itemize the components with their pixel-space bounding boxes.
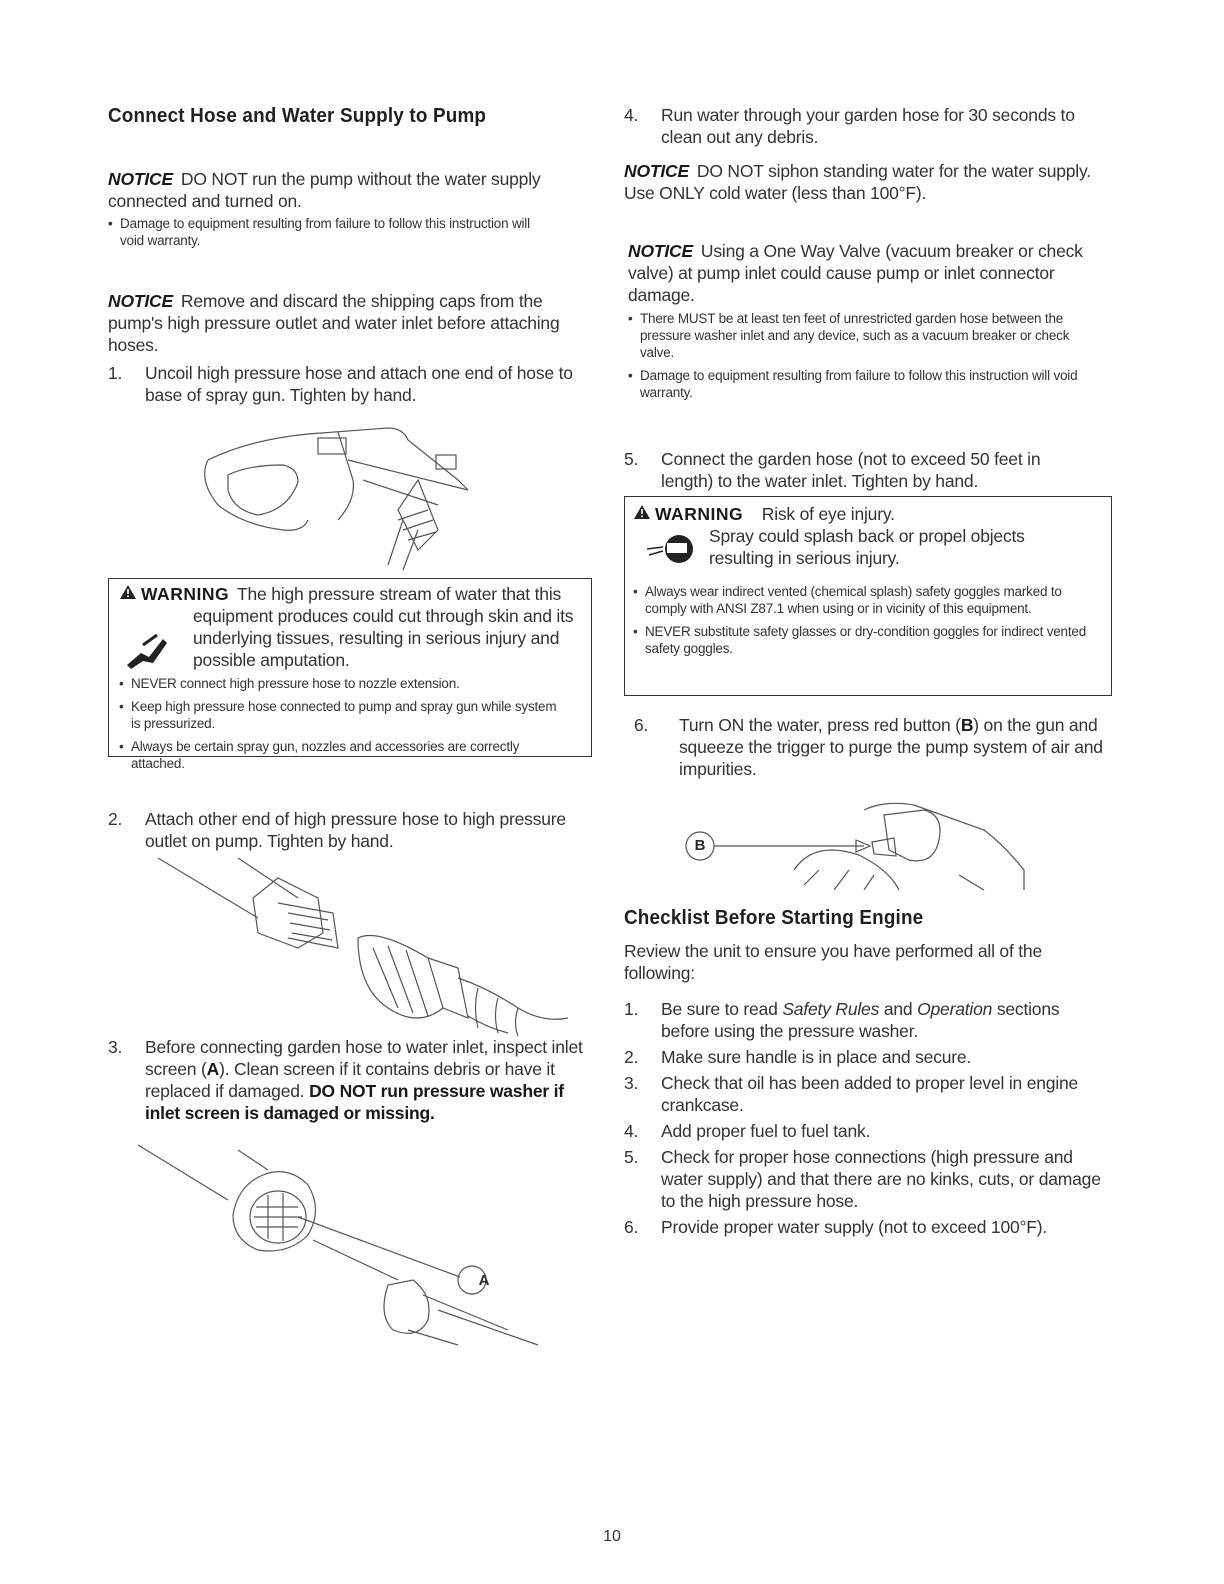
list-item — [624, 1146, 1112, 1212]
notice-text: DO NOT siphon standing water for the water supply. Use ONLY cold water (less than 100°F). — [624, 161, 1091, 203]
callout-a: A — [478, 1272, 490, 1289]
step-number: 2. — [108, 809, 123, 829]
cut-hazard-icon — [123, 631, 169, 671]
step-number: 3. — [624, 1073, 639, 1093]
list-item — [624, 448, 1074, 492]
warning-bullets — [633, 583, 1093, 657]
list-item — [624, 1216, 1112, 1238]
warning-bullets — [119, 675, 559, 772]
list-item: • Always wear indirect vented (chemical splash) safety goggles marked to comply with ANSI Z87.1 when using or in vicinity of this equipment. — [633, 583, 1093, 617]
warning-triangle-icon — [119, 583, 137, 605]
red-button-illustration — [684, 790, 1064, 900]
item-text: Make sure handle is in place and secure. — [661, 1047, 972, 1067]
step-number: 5. — [624, 449, 639, 469]
notice-tag: NOTICE — [624, 161, 689, 181]
list-item: • Damage to equipment resulting from failure to follow this instruction will void warranty. — [108, 215, 548, 249]
list-item — [108, 362, 592, 406]
step-number: 1. — [108, 363, 123, 383]
step-number: 3. — [108, 1037, 123, 1057]
list-item — [634, 714, 1112, 780]
notice-bullets — [108, 215, 548, 249]
notice-tag: NOTICE — [108, 169, 173, 189]
step-text: Run water through your garden hose for 30 seconds to clean out any debris. — [661, 105, 1075, 147]
item-text: Check for proper hose connections (high pressure and water supply) and that there are no kinks, cuts, or damage to the high pressure hose. — [661, 1147, 1101, 1211]
step-number: 4. — [624, 105, 639, 125]
list-item — [624, 1120, 1112, 1142]
warning-box-eye-injury — [624, 496, 1112, 696]
notice-siphon — [624, 160, 1094, 204]
warning-triangle-icon — [633, 503, 651, 525]
item-text: Add proper fuel to fuel tank. — [661, 1121, 871, 1141]
step-number: 4. — [624, 1121, 639, 1141]
list-item — [624, 1072, 1112, 1116]
list-item: • NEVER connect high pressure hose to nozzle extension. — [119, 675, 559, 692]
list-item — [624, 1046, 1112, 1068]
list-item — [108, 808, 592, 852]
warning-label: WARNING — [655, 504, 744, 524]
item-text-a: Be sure to read — [661, 999, 783, 1019]
notice-text: DO NOT run the pump without the water supply connected and turned on. — [108, 169, 541, 211]
list-item: • There MUST be at least ten feet of unrestricted garden hose between the pressure washer inlet and any device, such as a vacuum breaker or check valve. — [628, 310, 1078, 361]
checklist-title: Checklist Before Starting Engine — [624, 906, 924, 929]
item-text-b: and — [879, 999, 918, 1019]
label-b: B — [960, 715, 974, 735]
warning-text: The high pressure stream of water that this equipment produces could cut through skin and its underlying tissues, resulting in serious injury and possible amputation. — [193, 584, 574, 670]
step-number: 6. — [634, 715, 649, 735]
list-item — [624, 104, 1112, 148]
step-list-1 — [108, 362, 592, 406]
warning-headline: Risk of eye injury. — [761, 504, 895, 524]
step-bold-text: DO NOT run pressure washer if inlet screen is damaged or missing. — [145, 1081, 564, 1123]
item-italic-operation: Operation — [917, 999, 993, 1019]
step-text: Attach other end of high pressure hose to high pressure outlet on pump. Tighten by hand. — [145, 809, 566, 851]
page-number: 10 — [603, 1528, 621, 1545]
step-list-5 — [624, 448, 1074, 492]
warning-text: Spray could splash back or propel objects resulting in serious injury. — [709, 526, 1025, 568]
step-number: 6. — [624, 1217, 639, 1237]
notice-text: Remove and discard the shipping caps from the pump's high pressure outlet and water inlet before attaching hoses. — [108, 291, 560, 355]
step-list-3 — [108, 1036, 592, 1124]
step-list-4 — [624, 104, 1112, 148]
hose-connection-illustration — [158, 858, 578, 1038]
step-text-a: Before connecting garden hose to water inlet, inspect inlet screen ( — [145, 1037, 583, 1079]
step-list-2 — [108, 808, 592, 852]
step-text: Connect the garden hose (not to exceed 50 feet in length) to the water inlet. Tighten by hand. — [661, 449, 1041, 491]
step-number: 2. — [624, 1047, 639, 1067]
item-text-c: sections before using the pressure washer. — [661, 999, 1060, 1041]
warning-label: WARNING — [141, 584, 230, 604]
list-item — [624, 998, 1112, 1042]
label-a: A — [206, 1059, 220, 1079]
callout-b: B — [694, 837, 706, 854]
section-title: Connect Hose and Water Supply to Pump — [108, 104, 487, 127]
list-item: • Damage to equipment resulting from failure to follow this instruction will void warranty. — [628, 367, 1078, 401]
step-text-b: ). Clean screen if it contains debris or have it replaced if damaged. — [145, 1059, 555, 1101]
list-item: • NEVER substitute safety glasses or dry-condition goggles for indirect vented safety goggles. — [633, 623, 1093, 657]
notice-tag: NOTICE — [108, 291, 173, 311]
item-italic-safety-rules: Safety Rules — [782, 999, 880, 1019]
warning-box-high-pressure — [108, 578, 592, 771]
step-list-6 — [634, 714, 1112, 780]
notice-run-pump — [108, 168, 578, 212]
list-item — [108, 1036, 592, 1124]
item-text: Provide proper water supply (not to exceed 100°F). — [661, 1217, 1048, 1237]
inlet-screen-illustration — [138, 1145, 558, 1345]
notice-one-way-valve — [628, 240, 1108, 306]
checklist-intro: Review the unit to ensure you have performed all of the following: — [624, 941, 1042, 983]
step-text: Uncoil high pressure hose and attach one end of hose to base of spray gun. Tighten by hand. — [145, 363, 573, 405]
eye-injury-icon — [647, 529, 697, 571]
notice-shipping-caps — [108, 290, 592, 356]
spray-gun-illustration — [188, 420, 508, 570]
item-text: Check that oil has been added to proper level in engine crankcase. — [661, 1073, 1079, 1115]
list-item: • Keep high pressure hose connected to pump and spray gun while system is pressurized. — [119, 698, 559, 732]
step-text-a: Turn ON the water, press red button ( — [679, 715, 961, 735]
checklist-list — [624, 998, 1112, 1238]
step-text-b: ) on the gun and squeeze the trigger to purge the pump system of air and impurities. — [679, 715, 1103, 779]
notice-bullets — [628, 310, 1078, 401]
notice-tag: NOTICE — [628, 241, 693, 261]
notice-text: Using a One Way Valve (vacuum breaker or check valve) at pump inlet could cause pump or inlet connector damage. — [628, 241, 1083, 305]
step-number: 5. — [624, 1147, 639, 1167]
step-number: 1. — [624, 999, 639, 1019]
list-item: • Always be certain spray gun, nozzles and accessories are correctly attached. — [119, 738, 559, 772]
